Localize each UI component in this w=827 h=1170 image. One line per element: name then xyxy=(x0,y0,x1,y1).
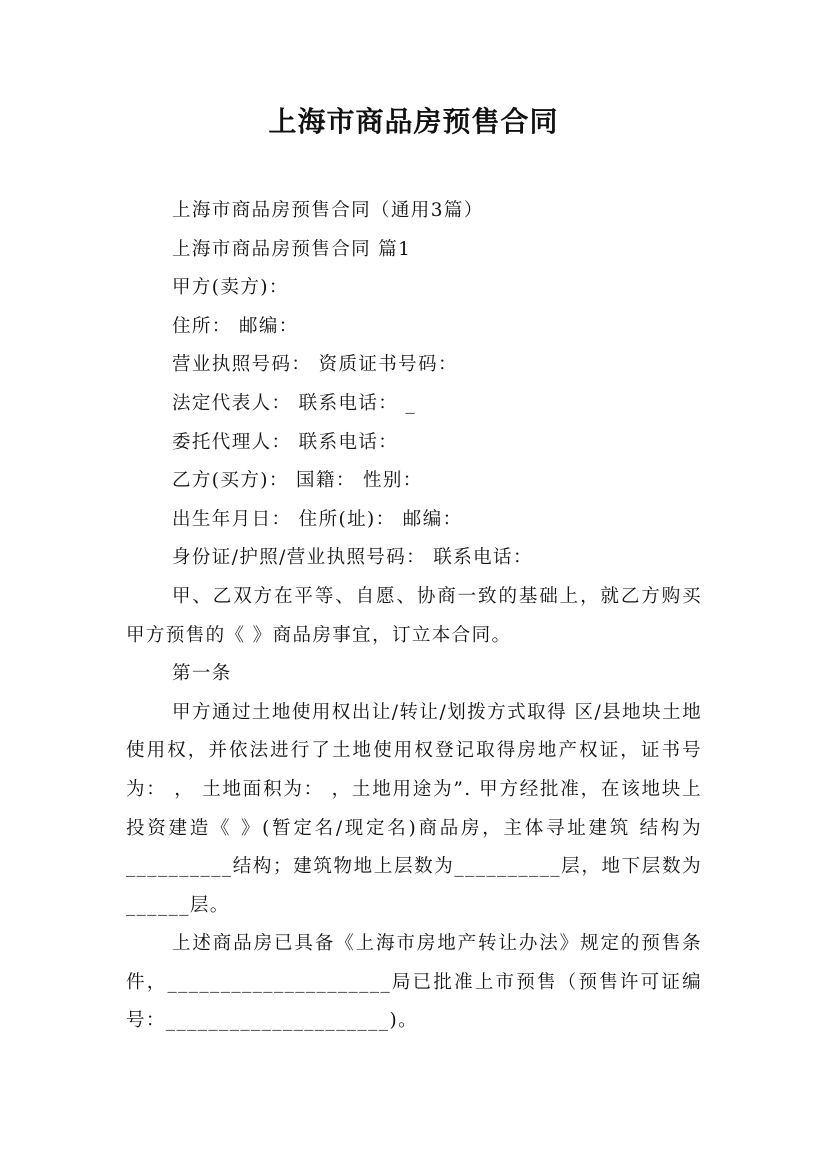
presale-conditions-paragraph: 上述商品房已具备《上海市房地产转让办法》规定的预售条件，_____________________局已批准上市预售（预售许可证编号：_____________________)。 xyxy=(126,933,702,1032)
party-a-agent-field: 委托代理人： 联系电话： xyxy=(172,431,399,453)
party-a-legal-rep-field: 法定代表人： 联系电话： _ xyxy=(172,392,417,414)
contract-subtitle: 上海市商品房预售合同（通用3篇） xyxy=(172,200,484,221)
party-b-id-field: 身份证/护照/营业执照号码： 联系电话： xyxy=(172,547,533,569)
land-use-paragraph: 甲方通过土地使用权出让/转让/划拨方式取得 区/县地块土地使用权，并依法进行了土地使用权登记取得房地产权证，证书号为： ， 土地面积为： ，土地用途为”. 甲方经批准，在该地块上投资建造《 》(暂定名/现定名)商品房，主体寻址建筑 结构为__________结构；建筑物地上层数为__________层，地下层数为______层。 xyxy=(126,701,702,916)
party-b-label: 乙方(买方)： 国籍： 性别： xyxy=(172,470,423,492)
document-body xyxy=(126,192,702,1041)
party-a-address-field: 住所： 邮编： xyxy=(172,315,299,337)
party-b-birth-address-field: 出生年月日： 住所(址)： 邮编： xyxy=(172,508,463,530)
contract-section-heading: 上海市商品房预售合同 篇1 xyxy=(172,238,412,260)
article-1-heading: 第一条 xyxy=(172,663,232,685)
agreement-paragraph: 甲、乙双方在平等、自愿、协商一致的基础上，就乙方购买甲方预售的《 》商品房事宜，订立本合同。 xyxy=(126,585,702,646)
document-title: 上海市商品房预售合同 xyxy=(268,105,559,138)
party-a-license-field: 营业执照号码： 资质证书号码： xyxy=(172,354,458,376)
party-a-label: 甲方(卖方)： xyxy=(172,277,289,299)
